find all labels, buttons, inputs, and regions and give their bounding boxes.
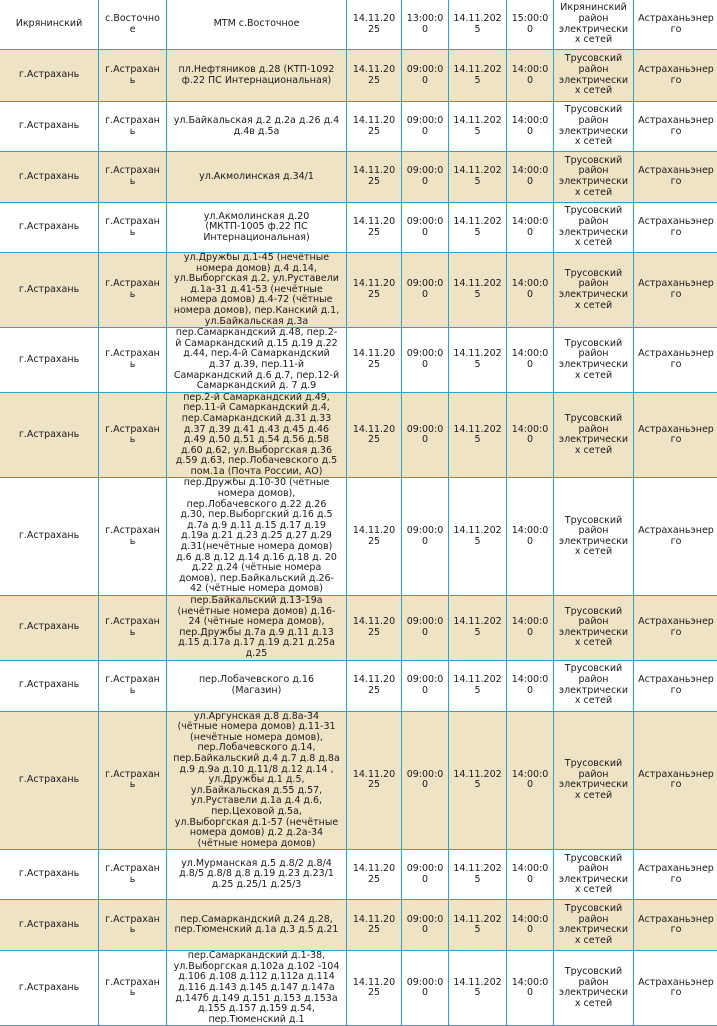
end-date-cell: 14.11.2025 (449, 328, 507, 393)
district-cell: г.Астрахань (0, 102, 99, 152)
end-time-cell: 15:00:00 (507, 0, 554, 50)
company-cell: Астраханьэнерго (634, 328, 717, 393)
district-cell: г.Астрахань (0, 392, 99, 478)
company-cell: Астраханьэнерго (634, 900, 717, 951)
district-cell: г.Астрахань (0, 850, 99, 900)
end-date-cell: 14.11.2025 (449, 102, 507, 152)
district-cell: г.Астрахань (0, 951, 99, 1026)
start-time-cell: 09:00:00 (402, 478, 449, 596)
settlement-cell: г.Астрахань (99, 850, 167, 900)
district-cell: г.Астрахань (0, 152, 99, 203)
address-cell: пер.Байкальский д.13-19а (нечётные номера домов) д.16-24 (чётные номера домов), пер.Дружбы д.7а д.9 д.11 д.13 д.15 д.17а д.17 д.19 д.21 д.25а д.25 (167, 596, 347, 661)
settlement-cell: г.Астрахань (99, 328, 167, 393)
network-cell: Трусовский район электрических сетей (554, 253, 634, 328)
network-cell: Трусовский район электрических сетей (554, 328, 634, 393)
end-date-cell: 14.11.2025 (449, 596, 507, 661)
table-row (0, 0, 717, 50)
settlement-cell: г.Астрахань (99, 152, 167, 203)
settlement-cell: г.Астрахань (99, 711, 167, 850)
end-date-cell: 14.11.2025 (449, 0, 507, 50)
start-time-cell: 09:00:00 (402, 951, 449, 1026)
end-time-cell: 14:00:00 (507, 850, 554, 900)
settlement-cell: г.Астрахань (99, 596, 167, 661)
start-date-cell: 14.11.2025 (347, 203, 402, 253)
end-date-cell: 14.11.2025 (449, 253, 507, 328)
address-cell: ул.Акмолинская д.20 (МКТП-1005 ф.22 ПС Интернациональная) (167, 203, 347, 253)
table-row (0, 951, 717, 1026)
network-cell: Трусовский район электрических сетей (554, 392, 634, 478)
table-row (0, 253, 717, 328)
end-date-cell: 14.11.2025 (449, 478, 507, 596)
table-row (0, 203, 717, 253)
start-time-cell: 09:00:00 (402, 392, 449, 478)
table-row (0, 596, 717, 661)
end-time-cell: 14:00:00 (507, 900, 554, 951)
end-time-cell: 14:00:00 (507, 660, 554, 711)
start-date-cell: 14.11.2025 (347, 0, 402, 50)
table-row (0, 711, 717, 850)
start-time-cell: 09:00:00 (402, 253, 449, 328)
settlement-cell: г.Астрахань (99, 102, 167, 152)
network-cell: Трусовский район электрических сетей (554, 711, 634, 850)
start-date-cell: 14.11.2025 (347, 328, 402, 393)
company-cell: Астраханьэнерго (634, 392, 717, 478)
table-row (0, 50, 717, 102)
address-cell: пер.Дружбы д.10-30 (чётные номера домов), пер.Лобачевского д.22 д.26 д.30, пер.Выборгский д.16 д.5 д.7а д.9 д.11 д.15 д.17 д.19 д.19а д.21 д.23 д.25 д.27 д.29 д.31(нечётные номера домов) д.6 д.8 д.12 д.14 д.16 д.18 д. 20 д.22 д.24 (чётные номера домов), пер.Байкальский д.26-42 (чётные номера домов) (167, 478, 347, 596)
settlement-cell: г.Астрахань (99, 478, 167, 596)
network-cell: Трусовский район электрических сетей (554, 951, 634, 1026)
address-cell: пер.2-й Самаркандский д.49, пер.11-й Самаркандский д.4, пер.Самаркандский д.31 д.33 д.37 д.39 д.41 д.43 д.45 д.46 д.49 д.50 д.51 д.54 д.56 д.58 д.60 д.62, ул.Выборгская д.36 д.59 д.63, пер.Лобачевского д.5 пом.1а (Почта России, АО) (167, 392, 347, 478)
address-cell: пер.Лобачевского д.16 (Магазин) (167, 660, 347, 711)
company-cell: Астраханьэнерго (634, 102, 717, 152)
end-date-cell: 14.11.2025 (449, 951, 507, 1026)
district-cell: Икрянинский (0, 0, 99, 50)
company-cell: Астраханьэнерго (634, 253, 717, 328)
settlement-cell: г.Астрахань (99, 900, 167, 951)
end-time-cell: 14:00:00 (507, 951, 554, 1026)
district-cell: г.Астрахань (0, 50, 99, 102)
table-row (0, 900, 717, 951)
company-cell: Астраханьэнерго (634, 478, 717, 596)
start-date-cell: 14.11.2025 (347, 711, 402, 850)
settlement-cell: г.Астрахань (99, 392, 167, 478)
network-cell: Трусовский район электрических сетей (554, 478, 634, 596)
company-cell: Астраханьэнерго (634, 0, 717, 50)
end-date-cell: 14.11.2025 (449, 392, 507, 478)
district-cell: г.Астрахань (0, 328, 99, 393)
start-date-cell: 14.11.2025 (347, 392, 402, 478)
settlement-cell: г.Астрахань (99, 951, 167, 1026)
start-date-cell: 14.11.2025 (347, 253, 402, 328)
settlement-cell: г.Астрахань (99, 203, 167, 253)
end-date-cell: 14.11.2025 (449, 152, 507, 203)
start-time-cell: 09:00:00 (402, 850, 449, 900)
start-date-cell: 14.11.2025 (347, 478, 402, 596)
start-time-cell: 13:00:00 (402, 0, 449, 50)
end-time-cell: 14:00:00 (507, 152, 554, 203)
company-cell: Астраханьэнерго (634, 596, 717, 661)
table-row (0, 660, 717, 711)
district-cell: г.Астрахань (0, 253, 99, 328)
district-cell: г.Астрахань (0, 660, 99, 711)
network-cell: Трусовский район электрических сетей (554, 660, 634, 711)
start-time-cell: 09:00:00 (402, 596, 449, 661)
start-time-cell: 09:00:00 (402, 660, 449, 711)
address-cell: пер.Самаркандский д.48, пер.2-й Самаркандский д.15 д.19 д.22 д.44, пер.4-й Самаркандский д.37 д.39, пер.11-й Самаркандский д.6 д.7, пер.12-й Самаркандский д. 7 д.9 (167, 328, 347, 393)
company-cell: Астраханьэнерго (634, 50, 717, 102)
network-cell: Трусовский район электрических сетей (554, 152, 634, 203)
address-cell: ул.Акмолинская д.34/1 (167, 152, 347, 203)
network-cell: Трусовский район электрических сетей (554, 50, 634, 102)
end-time-cell: 14:00:00 (507, 253, 554, 328)
end-time-cell: 14:00:00 (507, 711, 554, 850)
start-time-cell: 09:00:00 (402, 152, 449, 203)
start-date-cell: 14.11.2025 (347, 850, 402, 900)
network-cell: Трусовский район электрических сетей (554, 900, 634, 951)
start-date-cell: 14.11.2025 (347, 102, 402, 152)
settlement-cell: г.Астрахань (99, 50, 167, 102)
start-date-cell: 14.11.2025 (347, 596, 402, 661)
end-time-cell: 14:00:00 (507, 392, 554, 478)
start-date-cell: 14.11.2025 (347, 50, 402, 102)
settlement-cell: г.Астрахань (99, 660, 167, 711)
district-cell: г.Астрахань (0, 900, 99, 951)
end-time-cell: 14:00:00 (507, 203, 554, 253)
address-cell: пер.Самаркандский д.24 д.28, пер.Тюменский д.1а д.3 д.5 д.21 (167, 900, 347, 951)
network-cell: Трусовский район электрических сетей (554, 203, 634, 253)
start-date-cell: 14.11.2025 (347, 660, 402, 711)
district-cell: г.Астрахань (0, 711, 99, 850)
start-time-cell: 09:00:00 (402, 900, 449, 951)
start-date-cell: 14.11.2025 (347, 951, 402, 1026)
table-row (0, 152, 717, 203)
network-cell: Икрянинский район электрических сетей (554, 0, 634, 50)
end-date-cell: 14.11.2025 (449, 203, 507, 253)
start-time-cell: 09:00:00 (402, 203, 449, 253)
district-cell: г.Астрахань (0, 203, 99, 253)
start-date-cell: 14.11.2025 (347, 152, 402, 203)
table-row (0, 102, 717, 152)
network-cell: Трусовский район электрических сетей (554, 850, 634, 900)
table-row (0, 328, 717, 393)
address-cell: ул.Аргунская д.8 д.8а-34 (чётные номера домов) д.11-31 (нечётные номера домов), пер.Лобачевского д.14, пер.Байкальский д.4 д.7 д.8 д.8а д.9 д.9а д.10 д.11/8 д.12 д.14 , ул.Дружбы д.1 д.5, ул.Байкальская д.55 д.57, ул.Руставели д.1а д.4 д.6, пер.Цеховой д.5а, ул.Выборгская д.1-57 (нечётные номера домов) д.2 д.2а-34 (чётные номера домов) (167, 711, 347, 850)
company-cell: Астраханьэнерго (634, 660, 717, 711)
start-time-cell: 09:00:00 (402, 102, 449, 152)
end-time-cell: 14:00:00 (507, 478, 554, 596)
address-cell: пер.Самаркандский д.1-38, ул.Выборгская д.102а д.102 -104 д.106 д.108 д.112 д.112а д.114 д.116 д.143 д.145 д.147 д.147а д.147б д.149 д.151 д.153 д.153а д.155 д.157 д.159 д.54, пер.Тюменский д.1 (167, 951, 347, 1026)
end-date-cell: 14.11.2025 (449, 900, 507, 951)
company-cell: Астраханьэнерго (634, 951, 717, 1026)
start-time-cell: 09:00:00 (402, 328, 449, 393)
address-cell: ул.Байкальская д.2 д.2а д.26 д.4 д.4в д.5а (167, 102, 347, 152)
end-date-cell: 14.11.2025 (449, 850, 507, 900)
company-cell: Астраханьэнерго (634, 850, 717, 900)
company-cell: Астраханьэнерго (634, 203, 717, 253)
address-cell: ул.Дружбы д.1-45 (нечётные номера домов) д.4 д.14, ул.Выборгская д.2, ул.Руставели д.1а-31 д.41-53 (нечётные номера домов) д.4-72 (чётные номера домов), пер.Канский д.1, ул.Байкальская д.3а (167, 253, 347, 328)
address-cell: МТМ с.Восточное (167, 0, 347, 50)
table-row (0, 850, 717, 900)
settlement-cell: г.Астрахань (99, 253, 167, 328)
end-date-cell: 14.11.2025 (449, 711, 507, 850)
settlement-cell: с.Восточное (99, 0, 167, 50)
end-time-cell: 14:00:00 (507, 50, 554, 102)
end-time-cell: 14:00:00 (507, 596, 554, 661)
network-cell: Трусовский район электрических сетей (554, 102, 634, 152)
network-cell: Трусовский район электрических сетей (554, 596, 634, 661)
district-cell: г.Астрахань (0, 478, 99, 596)
end-time-cell: 14:00:00 (507, 328, 554, 393)
company-cell: Астраханьэнерго (634, 711, 717, 850)
start-time-cell: 09:00:00 (402, 50, 449, 102)
table-row (0, 478, 717, 596)
end-date-cell: 14.11.2025 (449, 660, 507, 711)
address-cell: пл.Нефтяников д.28 (КТП-1092 ф.22 ПС Интернациональная) (167, 50, 347, 102)
company-cell: Астраханьэнерго (634, 152, 717, 203)
end-date-cell: 14.11.2025 (449, 50, 507, 102)
start-time-cell: 09:00:00 (402, 711, 449, 850)
district-cell: г.Астрахань (0, 596, 99, 661)
table-row (0, 392, 717, 478)
start-date-cell: 14.11.2025 (347, 900, 402, 951)
address-cell: ул.Мурманская д.5 д.8/2 д.8/4 д.8/5 д.8/8 д.8 д.19 д.23 д.23/1 д.25 д.25/1 д.25/3 (167, 850, 347, 900)
end-time-cell: 14:00:00 (507, 102, 554, 152)
